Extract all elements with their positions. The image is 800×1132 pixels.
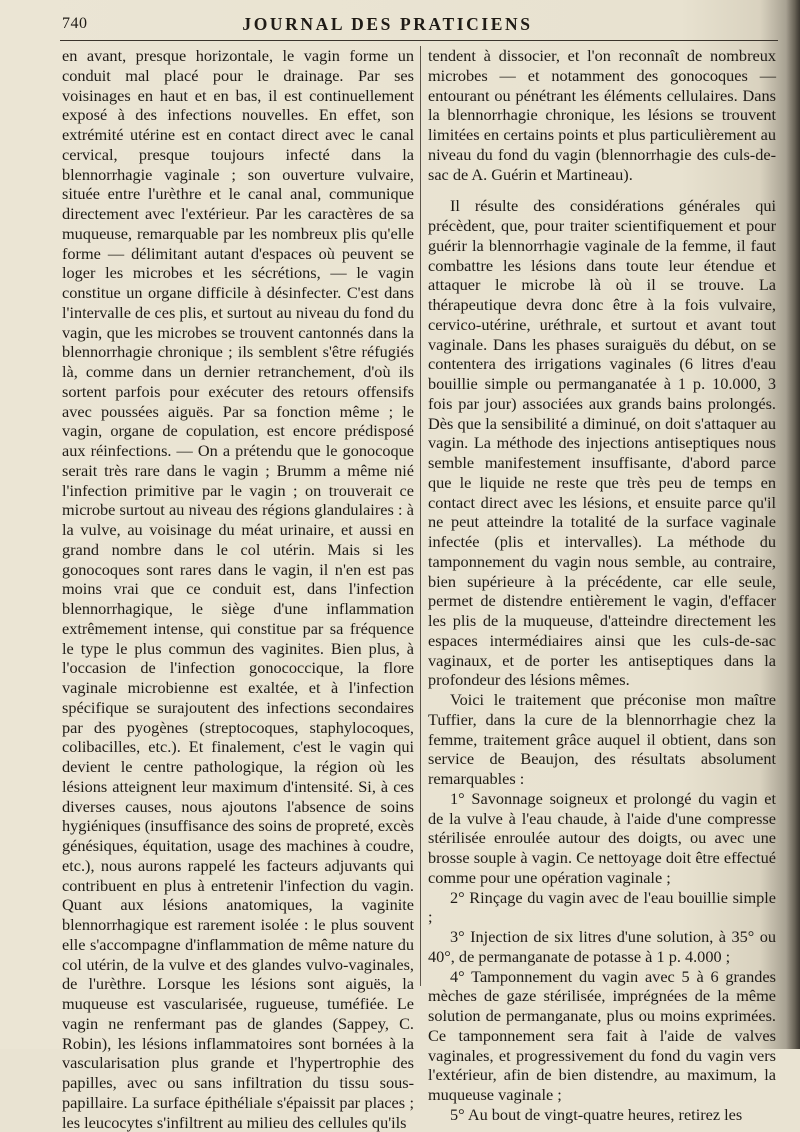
right-paragraph-1: tendent à dissocier, et l'on reconnaît de nombreux microbes — et notamment des gonocoques — entourant ou pénétrant les éléments cellulaires. Dans la blennorrhagie chronique, les lésions se trouvent limitées en certains points et plus particulièrement au niveau du fond du vagin (blennorrhagie des culs-de-sac de A. Guérin et Martineau). <box>428 46 776 184</box>
treatment-step-2: 2° Rinçage du vagin avec de l'eau bouillie simple ; <box>428 887 776 927</box>
page-number: 740 <box>62 15 88 32</box>
treatment-step-1: 1° Savonnage soigneux et prolongé du vagin et de la vulve à l'eau chaude, à l'aide d'une compresse stérilisée enroulée autour des doigts, ou avec une brosse souple à vagin. Ce nettoyage doit être effectué comme pour une opération vaginale ; <box>428 788 776 887</box>
treatment-step-4: 4° Tamponnement du vagin avec 5 à 6 grandes mèches de gaze stérilisée, imprégnées de la même solution de permanganate, plus ou moins exprimées. Ce tamponnement sera fait à l'aide de valves vaginales, et progressivement du fond du vagin vers l'extérieur, afin de bien distendre, au maximum, la muqueuse vaginale ; <box>428 966 776 1104</box>
left-column <box>62 46 414 1132</box>
treatment-step-3: 3° Injection de six litres d'une solution, à 35° ou 40°, de permanganate de potasse à 1 p. 4.000 ; <box>428 927 776 966</box>
header-rule <box>60 40 778 41</box>
journal-title: JOURNAL DES PRATICIENS <box>242 13 533 34</box>
column-divider <box>420 46 421 986</box>
right-column <box>428 46 776 1124</box>
running-header <box>62 12 778 36</box>
right-paragraph-3: Voici le traitement que préconise mon maître Tuffier, dans la cure de la blennorrhagie chez la femme, traitement grâce auquel il obtient, dans son service de Beaujon, des résultats absolument remarquables : <box>428 690 776 788</box>
book-spine-shadow <box>786 0 800 1049</box>
right-paragraph-2: Il résulte des considérations générales qui précèdent, que, pour traiter scientifiquement et pour guérir la blennorrhagie vaginale de la femme, il faut combattre les lésions dans toute leur étendue et attaquer le microbe là où il se trouve. La thérapeutique devra donc être à la fois vulvaire, cervico-utérine, uréthrale, et surtout et avant tout vaginale. Dans les phases suraiguës du début, on se contentera des irrigations vaginales (6 litres d'eau bouillie simple ou permanganatée à 1 p. 10.000, 3 fois par jour) associées aux grands bains prolongés. Dès que la sensibilité a diminué, on doit s'attaquer au vagin. La méthode des injections antiseptiques nous semble manifestement insuffisante, d'abord parce que le liquide ne reste que très peu de temps en contact direct avec les lésions, et ensuite parce qu'il ne peut atteindre la totalité de la surface vaginale infectée (plis et intervalles). La méthode du tamponnement du vagin nous semble, au contraire, bien supérieure à la précédente, car elle seule, permet de distendre entièrement le vagin, d'effacer les plis de la muqueuse, d'atteindre directement les espaces intermédiaires ainsi que les culs-de-sac vaginaux, et de porter les antiseptiques dans la profondeur des lésions mêmes. <box>428 196 776 690</box>
treatment-step-5: 5° Au bout de vingt-quatre heures, retirez les <box>450 1104 743 1124</box>
left-paragraph: en avant, presque horizontale, le vagin forme un conduit mal placé pour le drainage. Par ses voisinages en haut et en bas, il est continuellement exposé à des infections nouvelles. En effet, son extrémité utérine est en contact direct avec le canal cervical, presque toujours infecté dans la blennorrhagie vaginale ; son ouverture vulvaire, située entre l'urèthre et le canal anal, communique directement avec l'extérieur. Par les caractères de sa muqueuse, remarquable par les nombreux plis qu'elle forme — délimitant autant d'espaces où peuvent se loger les microbes et les sécrétions, — le vagin constitue un organe difficile à désinfecter. C'est dans l'intervalle de ces plis, et surtout au niveau du fond du vagin, que les microbes se trouvent cantonnés dans la blennorrhagie chronique ; ils semblent s'être réfugiés là, comme dans un dernier retranchement, d'où ils sortent parfois pour exécuter des retours offensifs avec poussées aiguës. Par sa fonction même ; le vagin, organe de copulation, est encore prédisposé aux réinfections. — On a prétendu que le gonocoque serait très rare dans le vagin ; Brumm a même nié l'infection primitive par le vagin ; on trouverait ce microbe surtout au niveau des régions glandulaires : à la vulve, au voisinage du méat urinaire, et aussi en grand nombre dans le col utérin. Mais si les gonocoques sont rares dans le vagin, il n'en est pas moins vrai que ce conduit est, dans l'infection blennorrhagique, le siège d'une inflammation extrêmement intense, qui constitue par sa fréquence le type le plus commun des vaginites. Bien plus, à l'occasion de l'infection gonococcique, la flore vaginale microbienne est exaltée, et à l'infection spécifique se surajoutent des infections secondaires par des pyogènes (streptocoques, staphylocoques, colibacilles, etc.). Et finalement, c'est le vagin qui devient le centre pathologique, la région où les lésions atteignent leur maximum d'intensité. Si, à ces diverses causes, nous ajoutons l'absence de soins hygiéniques (insuffisance des soins de propreté, excès génésiques, équitation, usage des machines à coudre, etc.), nous aurons rappelé les facteurs adjuvants qui contribuent en plus à entretenir l'infection du vagin. Quant aux lésions anatomiques, la vaginite blennorrhagique est rarement isolée : le plus souvent elle s'accompagne d'inflammation de même nature du col utérin, de la vulve et des glandes vulvo-vaginales, de l'urèthre. Lorsque les lésions sont aiguës, la muqueuse est vascularisée, rugueuse, tuméfiée. Le vagin ne renfermant pas de glandes (Sappey, C. Robin), les lésions inflammatoires sont bornées à la vascularisation plus grande et l'hypertrophie des papilles, avec ou sans infiltration du tissu sous-papillaire. La surface épithéliale s'épaissit par places ; les leucocytes s'infiltrent au milieu des cellules qu'ils <box>62 46 414 1132</box>
